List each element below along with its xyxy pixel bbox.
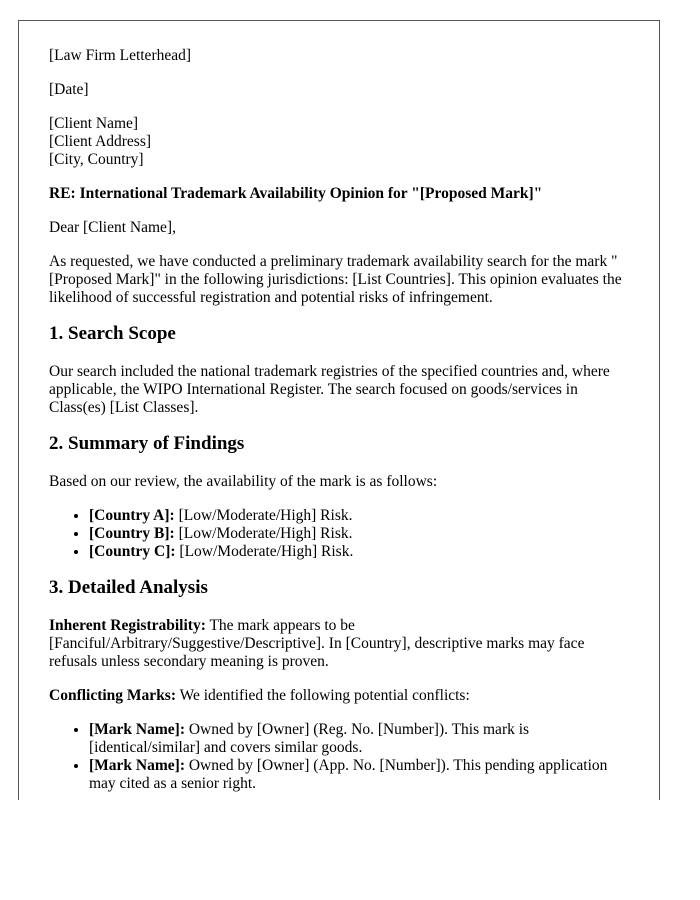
conflicts-label: Conflicting Marks: [49,687,177,704]
registrability-label: Inherent Registrability: [49,617,206,634]
letter-date: [Date] [49,81,89,98]
country-label: [Country B]: [89,525,175,542]
list-item [89,721,629,757]
client-address-block [49,115,629,169]
mark-label: [Mark Name]: [89,721,185,738]
subject-line: RE: International Trademark Availability Opinion for "[Proposed Mark]" [49,185,543,202]
section-heading-analysis: 3. Detailed Analysis [49,577,208,598]
client-address: [Client Address] [49,133,152,150]
list-item [89,507,629,525]
section-heading-summary: 2. Summary of Findings [49,433,245,454]
intro-paragraph: As requested, we have conducted a preliminary trademark availability search for the mark "[Proposed Mark]" in the following jurisdictions: [List Countries]. This opinion evaluates the likelihood of successful registration and potential risks of infringement. [49,253,622,306]
risk-text: [Low/Moderate/High] Risk. [174,525,353,542]
list-item [89,525,629,543]
risk-text: [Low/Moderate/High] Risk. [174,507,353,524]
section-heading-search-scope: 1. Search Scope [49,323,176,344]
mark-text: Owned by [Owner] (Reg. No. [Number]). This mark is [identical/similar] and covers similar goods. [89,721,530,756]
conflicts-text: We identified the following potential conflicts: [176,687,470,704]
client-city: [City, Country] [49,151,144,168]
risk-text: [Low/Moderate/High] Risk. [175,543,354,560]
country-label: [Country C]: [89,543,176,560]
conflicts-paragraph [49,687,629,705]
conflicts-list [49,721,629,793]
letterhead: [Law Firm Letterhead] [49,47,192,64]
client-name: [Client Name] [49,115,139,132]
letter-page [18,20,660,800]
mark-label: [Mark Name]: [89,757,185,774]
summary-list [49,507,629,561]
salutation: Dear [Client Name], [49,219,176,236]
country-label: [Country A]: [89,507,175,524]
registrability-text: The mark appears to be [Fanciful/Arbitrary/Suggestive/Descriptive]. In [Country], descriptive marks may face refusals unless secondary meaning is proven. [49,617,585,670]
search-scope-paragraph: Our search included the national trademark registries of the specified countries and, where applicable, the WIPO International Register. The search focused on goods/services in Class(es) [List Classes]. [49,363,610,416]
summary-intro: Based on our review, the availability of the mark is as follows: [49,473,438,490]
list-item [89,543,629,561]
registrability-paragraph [49,617,629,671]
list-item [89,757,629,793]
letter-content [19,21,659,793]
mark-text: Owned by [Owner] (App. No. [Number]). This pending application may cited as a senior right. [89,757,608,792]
